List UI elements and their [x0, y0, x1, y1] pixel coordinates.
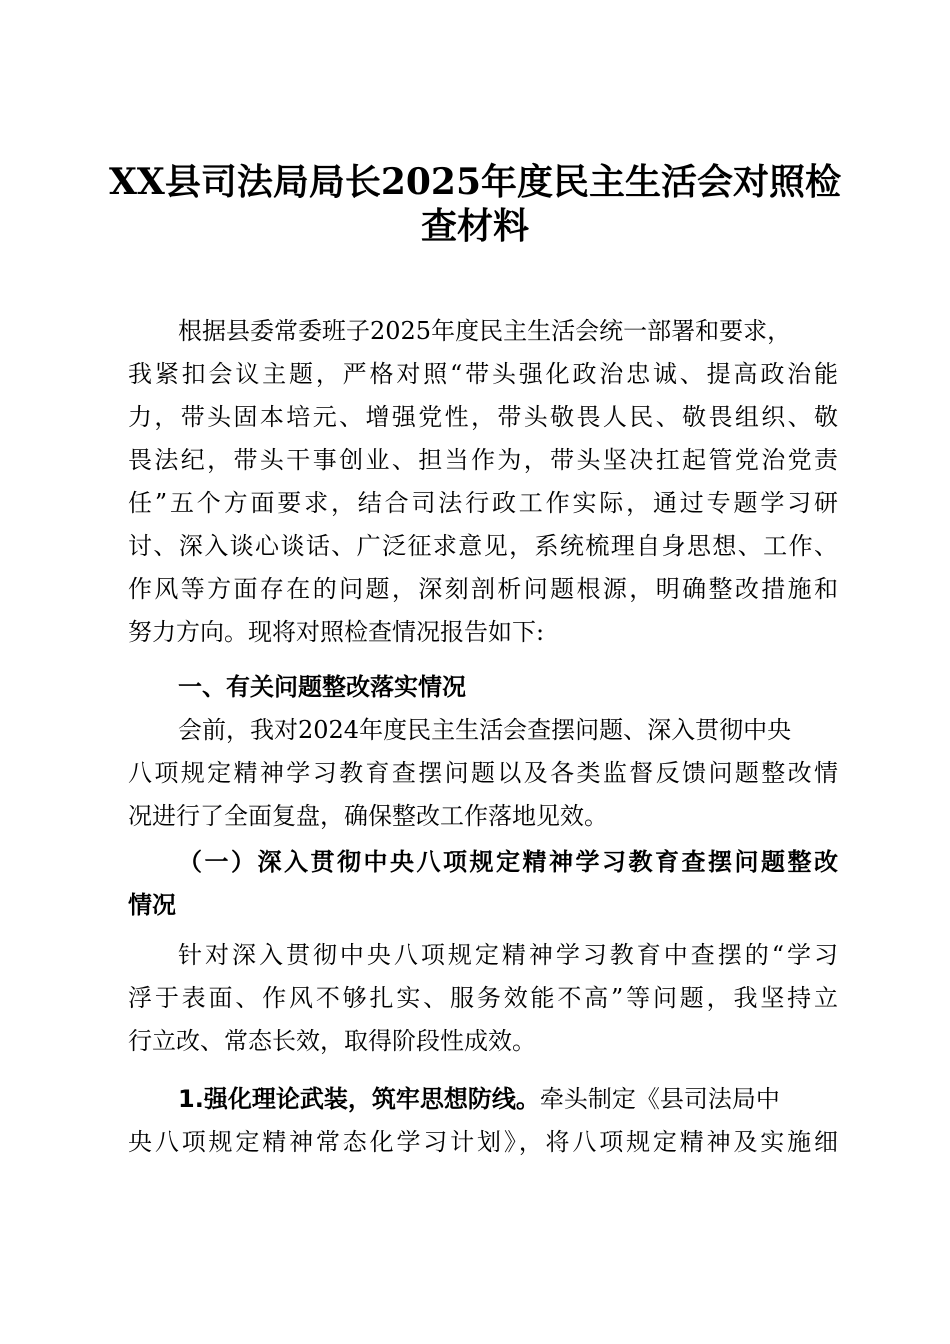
section-1-heading: 一、有关问题整改落实情况: [178, 673, 466, 701]
section-1-line-1: 会前，我对2024年度民主生活会查摆问题、深入贯彻中央: [178, 716, 792, 744]
item-1-line-1: [178, 1084, 838, 1114]
subsection-1-line-3: 行立改、常态长效，取得阶段性成效。: [128, 1027, 536, 1055]
intro-line-3: 力，带头固本培元、增强党性，带头敬畏人民、敬畏组织、敬: [128, 403, 838, 431]
document-title-line-2: 查材料: [420, 205, 529, 247]
subsection-1-line-2: 浮于表面、作风不够扎实、服务效能不高”等问题，我坚持立: [128, 984, 838, 1012]
intro-line-8: 努力方向。现将对照检查情况报告如下:: [128, 618, 545, 646]
item-1-lead: 1.强化理论武装，筑牢思想防线。: [178, 1085, 540, 1113]
intro-line-2: 我紧扣会议主题，严格对照“带头强化政治忠诚、提高政治能: [128, 360, 838, 388]
subsection-1-line-1: 针对深入贯彻中央八项规定精神学习教育中查摆的“学习: [178, 941, 838, 969]
section-1-line-2: 八项规定精神学习教育查摆问题以及各类监督反馈问题整改情: [128, 759, 838, 787]
intro-line-4: 畏法纪，带头干事创业、担当作为，带头坚决扛起管党治党责: [128, 446, 838, 474]
item-1-line-1-rest: 牵头制定《县司法局中: [539, 1085, 780, 1113]
item-1-line-2: 央八项规定精神常态化学习计划》，将八项规定精神及实施细: [128, 1128, 838, 1156]
section-1-line-3: 况进行了全面复盘，确保整改工作落地见效。: [128, 802, 608, 830]
intro-line-6: 讨、深入谈心谈话、广泛征求意见，系统梳理自身思想、工作、: [128, 532, 838, 560]
subsection-1-heading-line-1: （一）深入贯彻中央八项规定精神学习教育查摆问题整改: [178, 848, 838, 876]
intro-line-1: 根据县委常委班子2025年度民主生活会统一部署和要求，: [178, 317, 792, 345]
intro-line-5: 任”五个方面要求，结合司法行政工作实际，通过专题学习研: [128, 489, 838, 517]
document-title-line-1: XX县司法局局长2025年度民主生活会对照检: [108, 161, 842, 203]
intro-line-7: 作风等方面存在的问题，深刻剖析问题根源，明确整改措施和: [128, 575, 838, 603]
subsection-1-heading-line-2: 情况: [128, 891, 176, 919]
